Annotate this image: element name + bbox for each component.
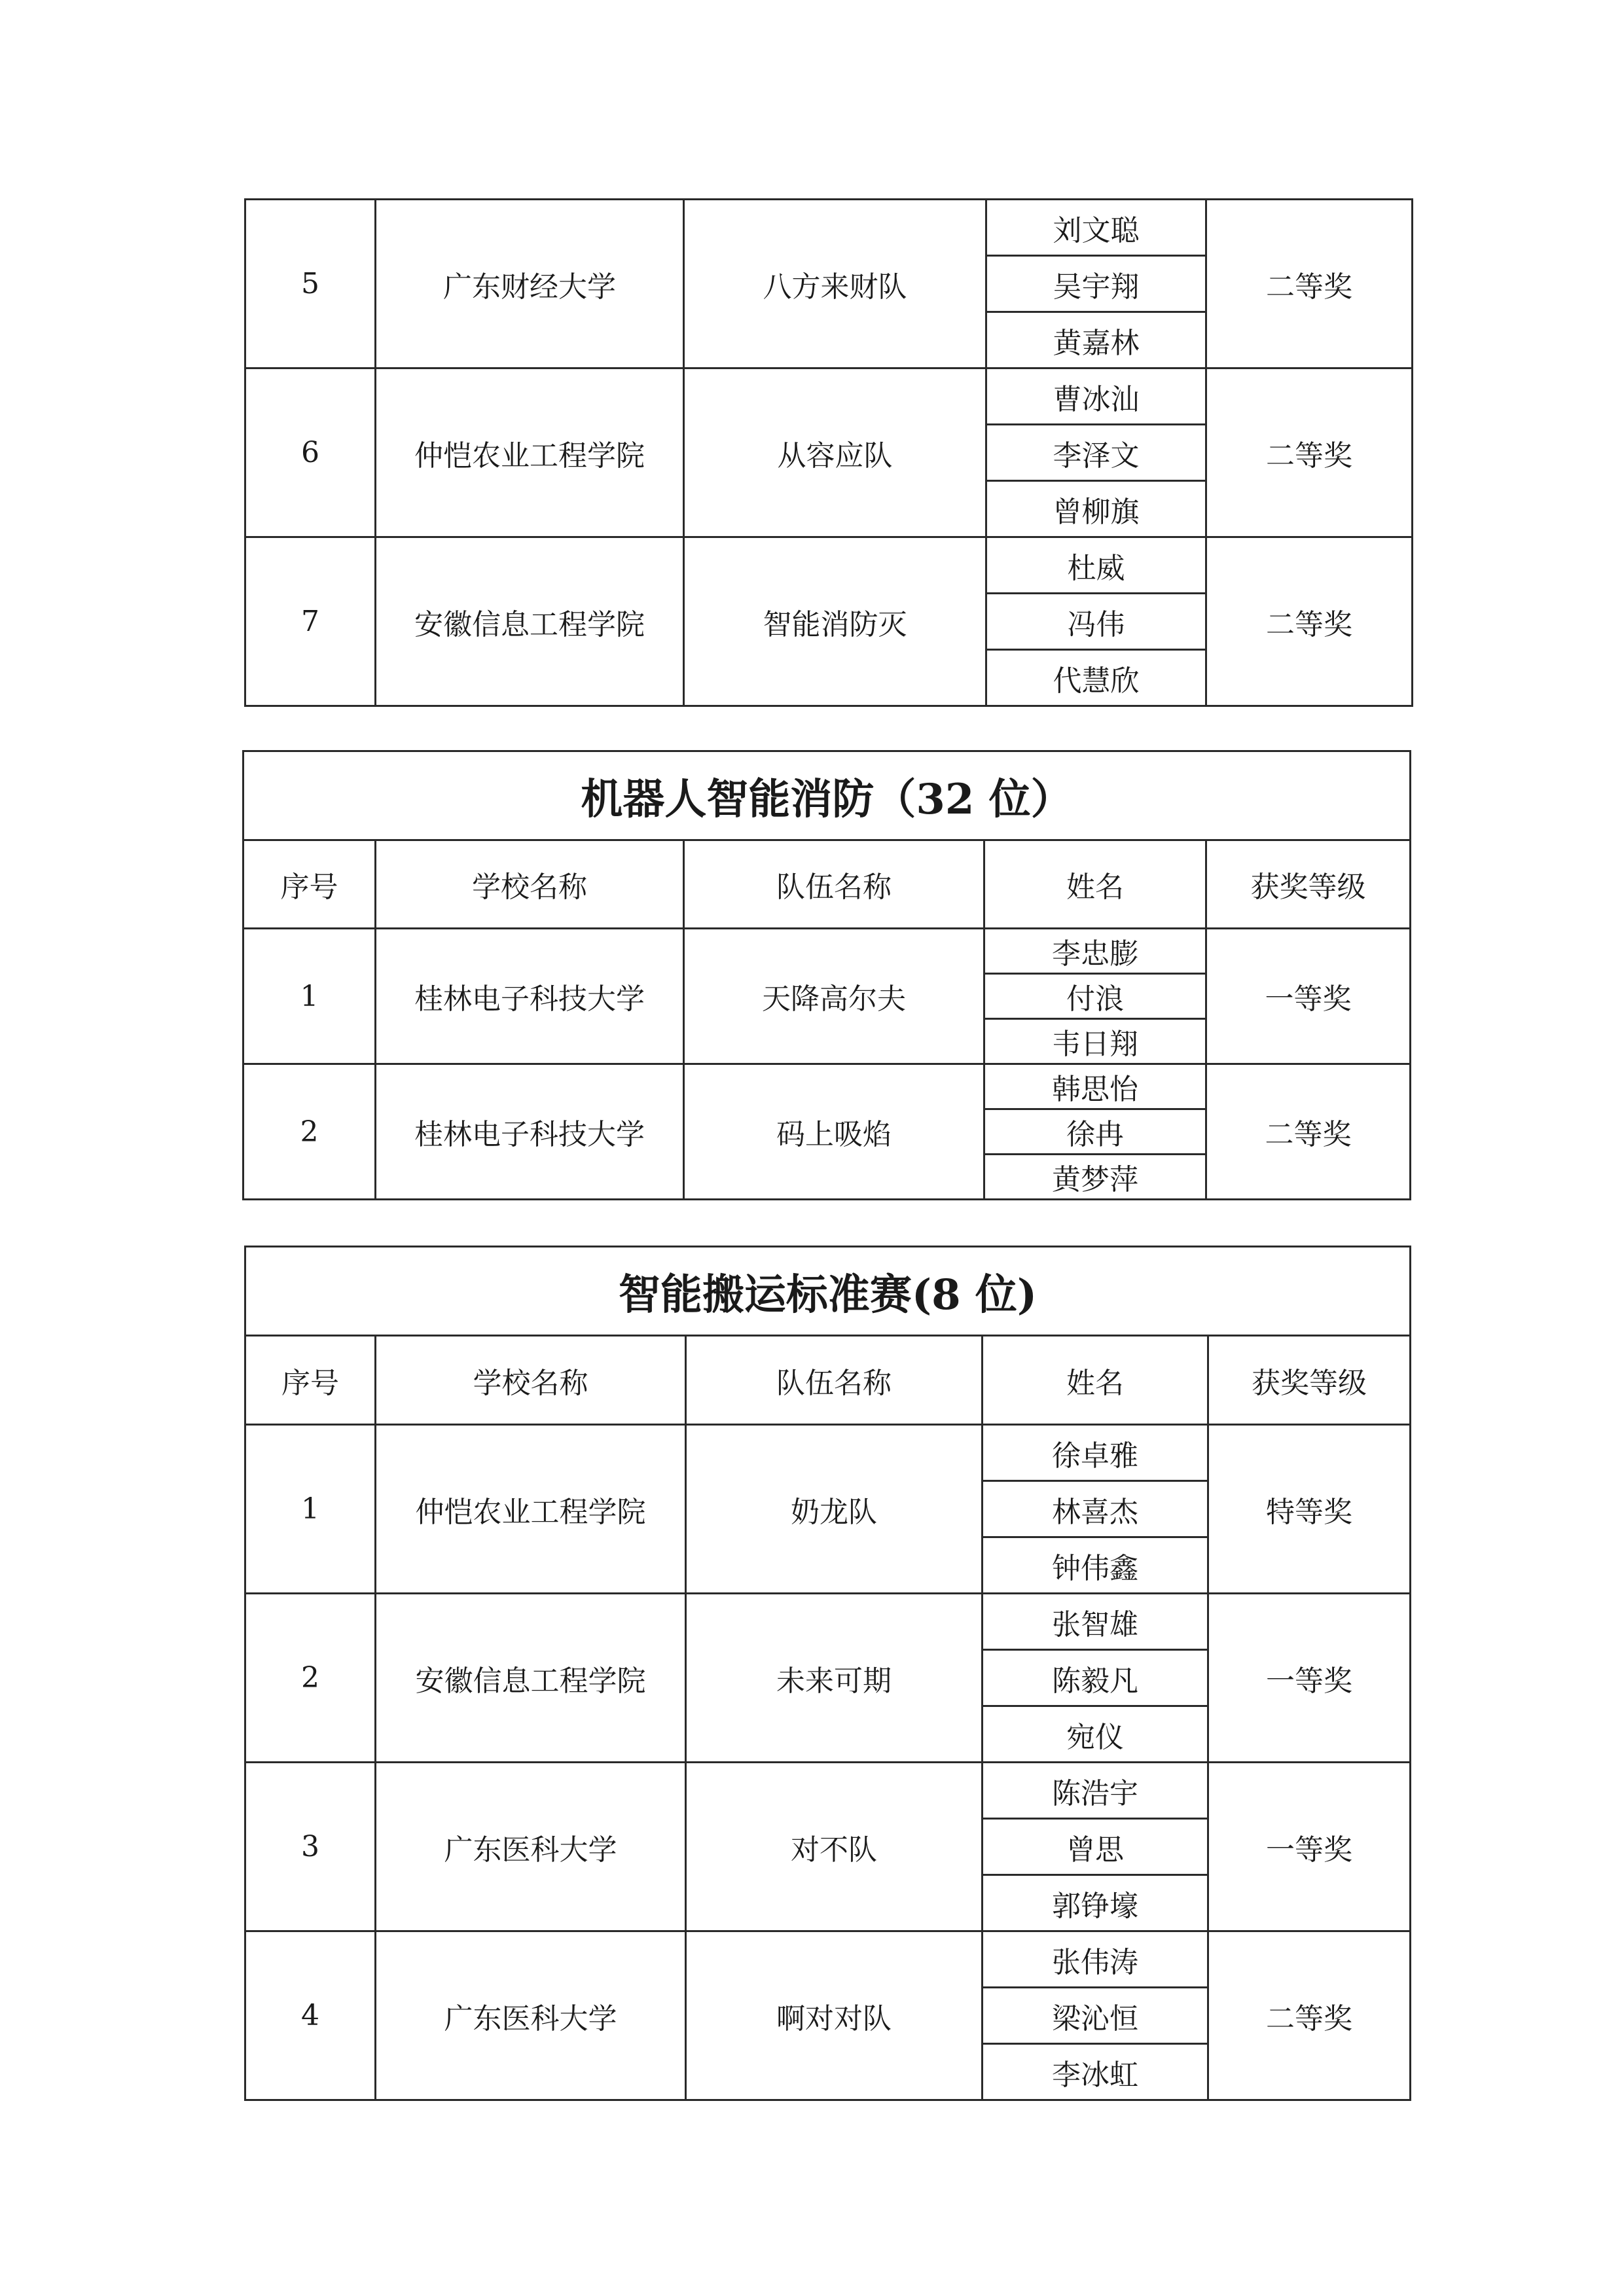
- member-name: 宛仪: [983, 1706, 1208, 1763]
- member-name: 钟伟鑫: [983, 1537, 1208, 1594]
- member-name: 徐卓雅: [983, 1425, 1208, 1481]
- transport-table: [244, 1246, 1411, 2101]
- member-name: 梁沁恒: [983, 1988, 1208, 2044]
- table-title: 机器人智能消防（32 位）: [244, 751, 1411, 840]
- member-name: 陈浩宇: [983, 1763, 1208, 1819]
- member-name: 黄梦萍: [984, 1155, 1206, 1200]
- member-name: 代慧欣: [986, 650, 1206, 706]
- table-row: [244, 1064, 1411, 1109]
- robot-fire-table: [242, 750, 1411, 1200]
- row-number: 4: [245, 1931, 376, 2100]
- award-level: 一等奖: [1208, 1763, 1411, 1931]
- transport-table-body: [245, 1247, 1411, 2100]
- row-number: 3: [245, 1763, 376, 1931]
- member-name: 张智雄: [983, 1594, 1208, 1650]
- member-name: 韦日翔: [984, 1019, 1206, 1064]
- member-name: 李冰虹: [983, 2044, 1208, 2100]
- row-number: 6: [245, 368, 376, 537]
- row-number: 1: [244, 929, 376, 1064]
- member-name: 张伟涛: [983, 1931, 1208, 1988]
- school-name: 广东财经大学: [376, 200, 684, 368]
- header-no: 序号: [245, 1336, 376, 1425]
- member-name: 冯伟: [986, 594, 1206, 650]
- member-name: 徐冉: [984, 1109, 1206, 1155]
- member-name: 陈毅凡: [983, 1650, 1208, 1706]
- award-level: 二等奖: [1206, 537, 1413, 706]
- table-header-row: [244, 840, 1411, 929]
- member-name: 杜威: [986, 537, 1206, 594]
- member-name: 曾思: [983, 1819, 1208, 1875]
- school-name: 仲恺农业工程学院: [376, 1425, 686, 1594]
- row-number: 2: [245, 1594, 376, 1763]
- row-number: 5: [245, 200, 376, 368]
- table-row: [245, 537, 1413, 594]
- member-name: 李忠膨: [984, 929, 1206, 974]
- team-name: 码上吸焰: [684, 1064, 984, 1200]
- school-name: 广东医科大学: [376, 1763, 686, 1931]
- table-title: 智能搬运标准赛(8 位): [245, 1247, 1411, 1336]
- member-name: 郭铮壕: [983, 1875, 1208, 1931]
- member-name: 韩思怡: [984, 1064, 1206, 1109]
- table-row: [245, 368, 1413, 425]
- member-name: 付浪: [984, 974, 1206, 1019]
- table-row: [245, 1425, 1411, 1481]
- school-name: 仲恺农业工程学院: [376, 368, 684, 537]
- team-name: 啊对对队: [686, 1931, 983, 2100]
- row-number: 7: [245, 537, 376, 706]
- continuation-table: [244, 198, 1413, 707]
- table-title-row: [244, 751, 1411, 840]
- school-name: 安徽信息工程学院: [376, 1594, 686, 1763]
- award-level: 二等奖: [1206, 1064, 1411, 1200]
- member-name: 黄嘉林: [986, 312, 1206, 368]
- table-row: [245, 200, 1413, 256]
- continuation-table-body: [245, 200, 1413, 706]
- header-award: 获奖等级: [1208, 1336, 1411, 1425]
- school-name: 安徽信息工程学院: [376, 537, 684, 706]
- header-team: 队伍名称: [686, 1336, 983, 1425]
- school-name: 桂林电子科技大学: [376, 1064, 684, 1200]
- award-level: 一等奖: [1208, 1594, 1411, 1763]
- table-row: [244, 929, 1411, 974]
- header-school: 学校名称: [376, 840, 684, 929]
- table-header-row: [245, 1336, 1411, 1425]
- team-name: 奶龙队: [686, 1425, 983, 1594]
- team-name: 八方来财队: [684, 200, 986, 368]
- member-name: 林喜杰: [983, 1481, 1208, 1537]
- member-name: 曹冰汕: [986, 368, 1206, 425]
- header-name: 姓名: [983, 1336, 1208, 1425]
- header-no: 序号: [244, 840, 376, 929]
- header-school: 学校名称: [376, 1336, 686, 1425]
- team-name: 智能消防灭: [684, 537, 986, 706]
- award-level: 一等奖: [1206, 929, 1411, 1064]
- member-name: 刘文聪: [986, 200, 1206, 256]
- table-row: [245, 1763, 1411, 1819]
- header-name: 姓名: [984, 840, 1206, 929]
- award-level: 二等奖: [1208, 1931, 1411, 2100]
- table-title-row: [245, 1247, 1411, 1336]
- team-name: 天降高尔夫: [684, 929, 984, 1064]
- header-award: 获奖等级: [1206, 840, 1411, 929]
- team-name: 从容应队: [684, 368, 986, 537]
- member-name: 曾柳旗: [986, 481, 1206, 537]
- robot-fire-table-body: [244, 751, 1411, 1200]
- member-name: 李泽文: [986, 425, 1206, 481]
- award-level: 二等奖: [1206, 368, 1413, 537]
- team-name: 未来可期: [686, 1594, 983, 1763]
- table-row: [245, 1931, 1411, 1988]
- header-team: 队伍名称: [684, 840, 984, 929]
- award-level: 特等奖: [1208, 1425, 1411, 1594]
- award-level: 二等奖: [1206, 200, 1413, 368]
- member-name: 吴宇翔: [986, 256, 1206, 312]
- school-name: 桂林电子科技大学: [376, 929, 684, 1064]
- row-number: 2: [244, 1064, 376, 1200]
- team-name: 对不队: [686, 1763, 983, 1931]
- school-name: 广东医科大学: [376, 1931, 686, 2100]
- table-row: [245, 1594, 1411, 1650]
- row-number: 1: [245, 1425, 376, 1594]
